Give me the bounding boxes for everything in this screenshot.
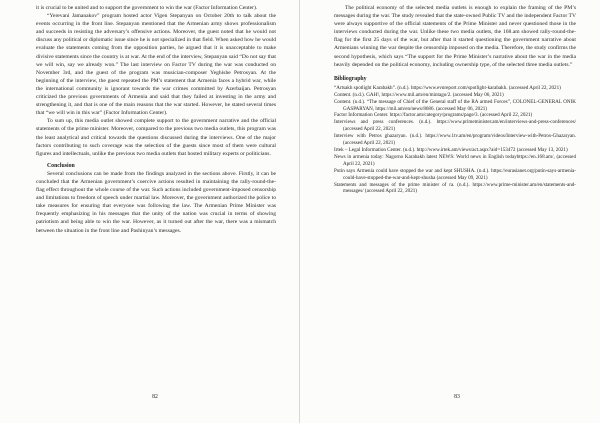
bibliography-entry: Putin says Armenia could have stopped the war and kept SHUSHA. (n.d.). https://eurasianet.org/putin-says-armenia-could-have-stopped-the-war-and-kept-shusha (accessed May 09, 2021) [334, 167, 576, 181]
bibliography-entry: Factor Information Center. https://factor.am/category/programs/page/3. (accessed April 22, 2021) [334, 112, 533, 119]
bibliography-entry: Interview with Petros ghazaryan. (n.d.). https://www.1tv.am/en/program/videos/Interview-with-Petros-Ghazaryan. (accessed April 22, 2021) [334, 133, 576, 147]
bibliography-entry: Irtek – Legal Information Center. (n.d.). http://www.irtek.am/views/act.aspx?aid=153472 (accessed May 13, 2021) [334, 147, 568, 153]
bibliography-entry: Content. (n.d.). GAH!, https://www.mil.am/en/mintago/2. (accessed May 06, 2021) [334, 91, 504, 98]
bibliography-entry: Interviews and press conferences. (n.d.). https://www.primeminister.am/en/interviews-and-press-conferences/ (accessed April 22, 2021) [334, 119, 576, 133]
right-page-body [334, 4, 576, 195]
left-page-body [36, 4, 276, 235]
bibliography-entry: Statements and messages of the prime minister of ra. (n.d.). https://www.prime-minister.am/en/statements-and-messages/ (accessed April 22, 2021) [334, 181, 576, 195]
right-page [300, 0, 600, 423]
page-number: 82 [152, 394, 158, 400]
paragraph: To sum up, this media outlet showed complete support to the government narrative and the official statements of the prime minister. Moreover, compared to the previous two media outlets, this program was the least analytical and critical towards the questions discussed during the interviews. One of the major factors contributing to such coverage was the selection of the guests since most of them were cultural figures and intellectuals, unlike the previous two media outlets that hosted military experts or politicians. [36, 118, 276, 157]
bibliography-entry: Content. (n.d.). “The message of Chief of the General staff of the RA armed Forces”, COLONEL-GENERAL ONIK GASPARYAN, https://mil.am/en/news/8686. (accessed May 06, 2021) [334, 98, 576, 112]
bibliography-entry: “Artsakh spotlight Karabakh”. (n.d.). https://www.evnreport.com/spotlight-karabakh. (accessed April 22, 2021) [334, 84, 561, 91]
bibliography-heading: Bibliography [334, 75, 367, 82]
paragraph: The political economy of the selected media outlets is enough to explain the framing of the PM’s messages during the war. The study revealed that the state-owned Public TV and the independent Factor TV were always supportive of the official statements of the Prime Minister and never questioned those in the interviews conducted during the war. Unlike these two media outlets, the 168.am showed rally-round-the-flag for the first 25 days of the war, but after that it started questioning the government narrative about Armenians winning the war despite the censorship imposed on the media. Therefore, the study confirms the second hypothesis, which says “The support for the Prime Minister’s narrative about the war in the media heavily depended on the political economy, including ownership type, of the selected three media outlets.” [334, 5, 576, 68]
page-number: 83 [454, 394, 460, 400]
paragraph: Several conclusions can be made from the findings analyzed in the sections above. Firstly, it can be concluded that the Armenian government’s coercive actions resulted in maintaining the rally-round-the-flag effect throughout the whole course of the war. Such actions included government-imposed censorship and limitations to freedom of speech under martial law. Moreover, the government authorized the police to take measures for ensuring that everyone was following the law. The Armenian Prime Minister was frequently emphasizing in his messages that the unity of the nation was crucial in terms of showing patriotism and being able to win the war. However, as it turned out after the war, there was a mismatch between the situation in the front line and Pashinyan’s messages. [36, 170, 276, 234]
paragraph: it is crucial to be united and to support the government to win the war (Factor Information Center). [36, 5, 258, 11]
bibliography-list [334, 85, 576, 196]
conclusion-heading: Conclusion [47, 162, 75, 169]
paragraph: “Yerevani Jamanakov” program hosted actor Vigen Stepanyan on October 20th to talk about the events occurring in the front line. Stepanyan mentioned that the Armenian army shows professionalism and succeeds in resisting the adversary’s offensive actions. Moreover, the guest noted that he would not discuss any political or diplomatic issue since he is not specialized in that field. When asked how he would evaluate the statements coming from the opposition parties, he argued that it is unacceptable to make divisive statements since the country is at war. At the end of the interview, Stepanyan said “Do not say that we will win, say we already won.” The last interview on Factor TV during the war was conducted on November 3rd, and the guest of the program was musician-composer Yeghishe Petrosyan. At the beginning of the interview, the guest repeated the PM’s statement that Armenia faces a hybrid war, while the international community is ignorant towards the war crimes committed by Azerbaijan. Petrosyan criticized the previous governments of Armenia and said that they failed at investing in the army and strengthening it, and that is one of the main reasons that the war started. However, he stated several times that “we will win in this war” (Factor Information Center). [36, 13, 276, 117]
bibliography-entry: News in armenia today: Nagorno Karabakh latest NEWS: World news in English todaybttps://en.168.am/, (accessed April 22, 2021) [334, 153, 576, 167]
